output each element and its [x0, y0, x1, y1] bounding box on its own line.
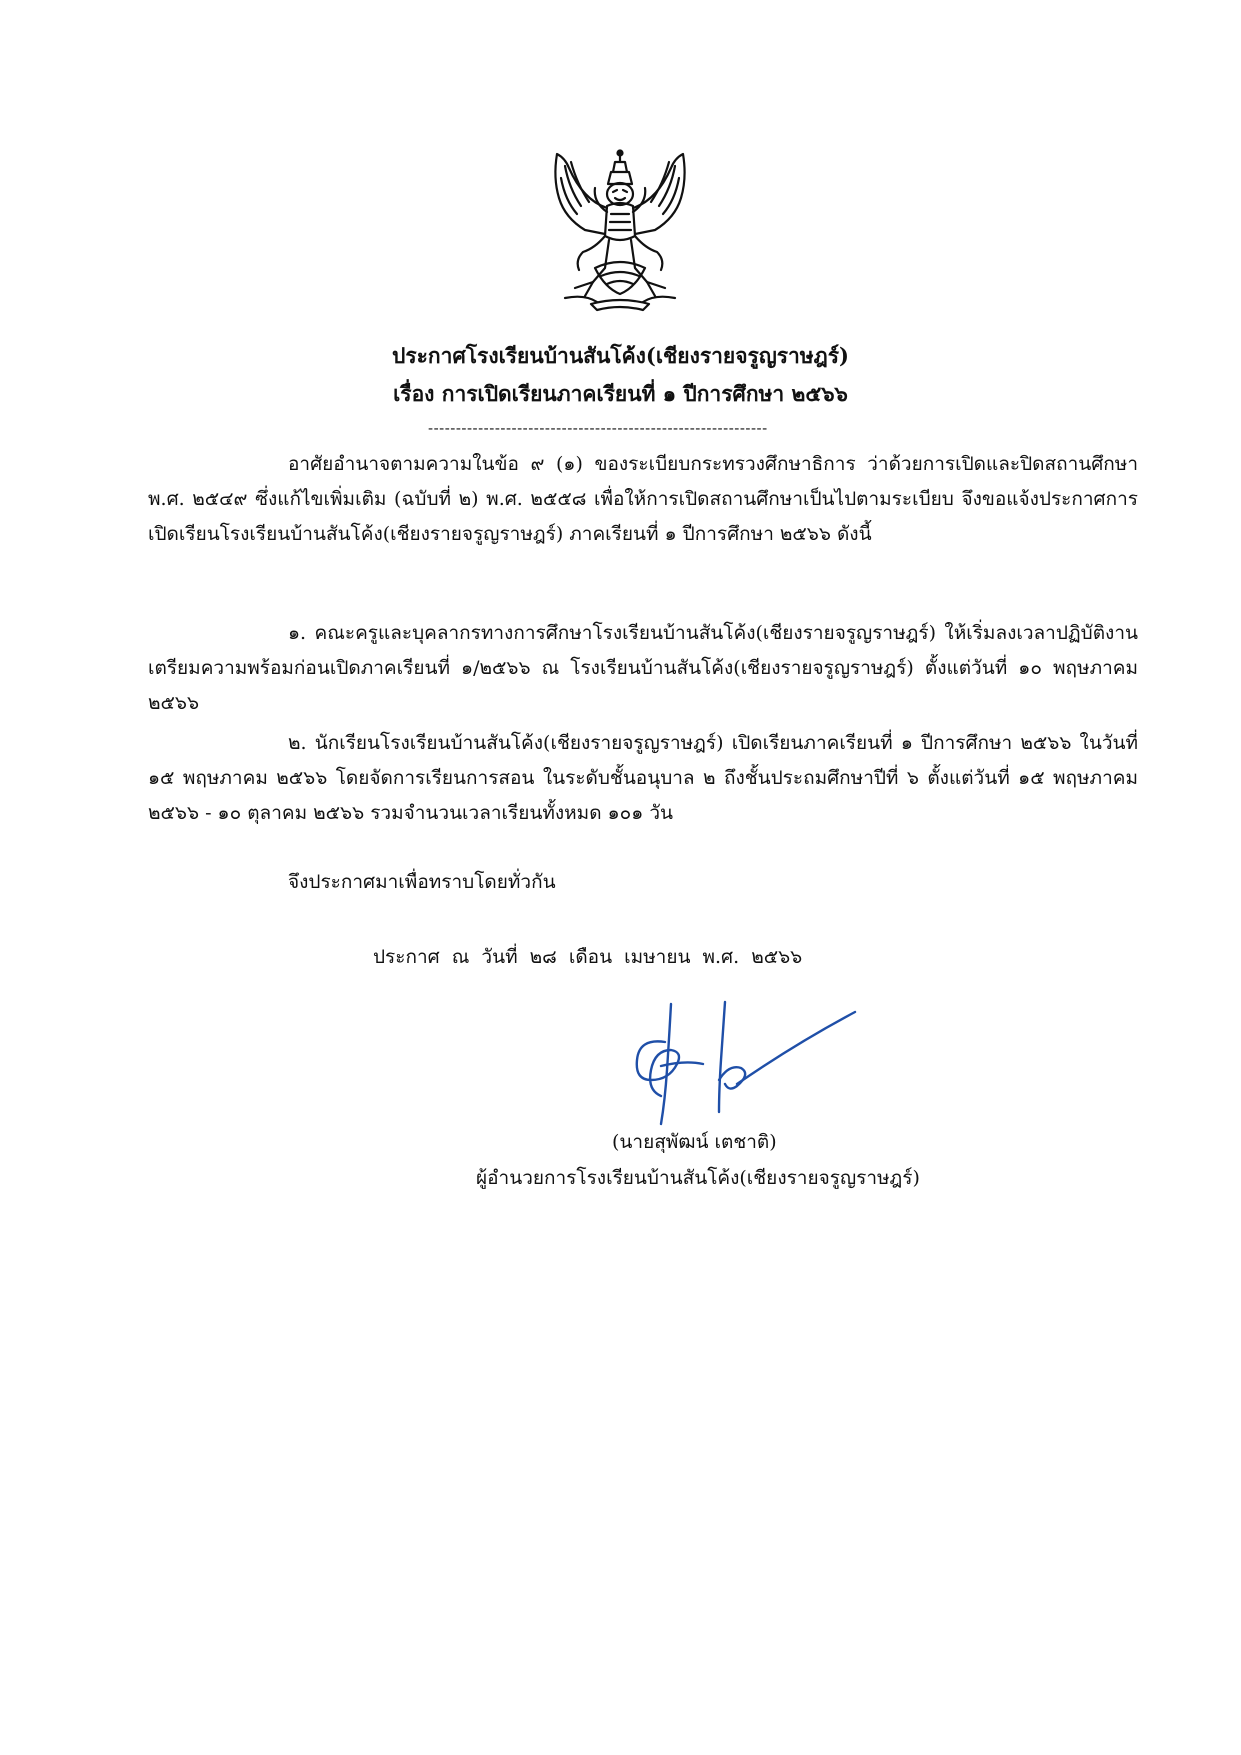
intro-paragraph [148, 447, 1138, 552]
announcement-date: ประกาศ ณ วันที่ ๒๘ เดือน เมษายน พ.ศ. ๒๕๖๖ [373, 946, 803, 968]
signer-position: ผู้อำนวยการโรงเรียนบ้านสันโค้ง(เชียงรายจรูญราษฎร์) [476, 1167, 920, 1189]
signer-name: (นายสุพัฒน์ เตชาติ) [612, 1131, 777, 1153]
signature-image [625, 1000, 860, 1130]
closing-text: จึงประกาศมาเพื่อทราบโดยทั่วกัน [288, 871, 556, 893]
announcement-title: ประกาศโรงเรียนบ้านสันโค้ง(เชียงรายจรูญราษฎร์) [392, 343, 849, 368]
item-2-paragraph [148, 726, 1138, 831]
announcement-subject: เรื่อง การเปิดเรียนภาคเรียนที่ ๑ ปีการศึกษา ๒๕๖๖ [393, 381, 848, 406]
item-1-text: ๑. คณะครูและบุคลากรทางการศึกษาโรงเรียนบ้านสันโค้ง(เชียงรายจรูญราษฎร์) ให้เริ่มลงเวลาปฏิบัติงานเตรียมความพร้อมก่อนเปิดภาคเรียนที่ ๑/๒๕๖๖ ณ โรงเรียนบ้านสันโค้ง(เชียงรายจรูญราษฎร์) ตั้งแต่วันที่ ๑๐ พฤษภาคม ๒๕๖๖ [148, 622, 1138, 714]
title-divider: ------------------------------------------------------------- [428, 419, 768, 437]
garuda-emblem-icon [535, 148, 705, 316]
item-2-text: ๒. นักเรียนโรงเรียนบ้านสันโค้ง(เชียงรายจรูญราษฎร์) เปิดเรียนภาคเรียนที่ ๑ ปีการศึกษา ๒๕๖๖ ในวันที่ ๑๕ พฤษภาคม ๒๕๖๖ โดยจัดการเรียนการสอน ในระดับชั้นอนุบาล ๒ ถึงชั้นประถมศึกษาปีที่ ๖ ตั้งแต่วันที่ ๑๕ พฤษภาคม ๒๕๖๖ - ๑๐ ตุลาคม ๒๕๖๖ รวมจำนวนเวลาเรียนทั้งหมด ๑๐๑ วัน [148, 732, 1138, 824]
intro-text: อาศัยอำนาจตามความในข้อ ๙ (๑) ของระเบียบกระทรวงศึกษาธิการ ว่าด้วยการเปิดและปิดสถานศึกษา พ.ศ. ๒๕๔๙ ซึ่งแก้ไขเพิ่มเติม (ฉบับที่ ๒) พ.ศ. ๒๕๕๘ เพื่อให้การเปิดสถานศึกษาเป็นไปตามระเบียบ จึงขอแจ้งประกาศการเปิดเรียนโรงเรียนบ้านสันโค้ง(เชียงรายจรูญราษฎร์) ภาคเรียนที่ ๑ ปีการศึกษา ๒๕๖๖ ดังนี้ [148, 453, 1138, 545]
item-1-paragraph [148, 616, 1138, 721]
